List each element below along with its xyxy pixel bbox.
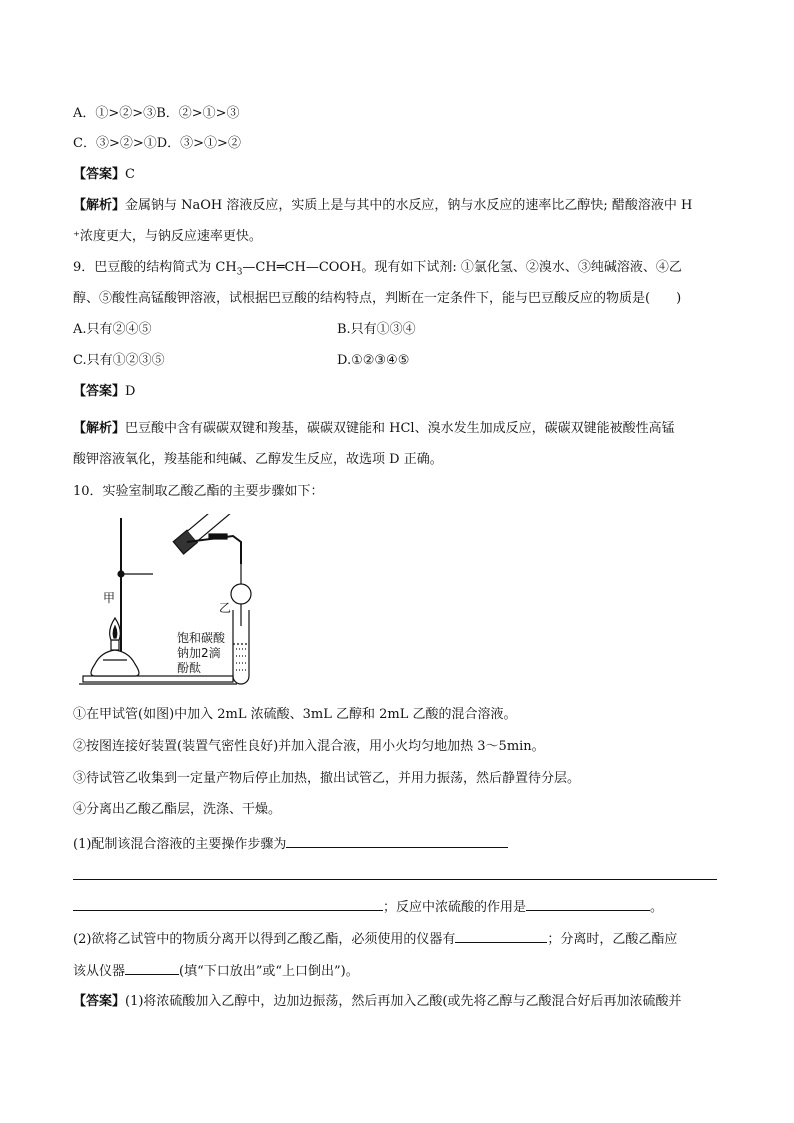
q10-sub2-text-d: (填“下口放出”或“上口倒出”)。 — [179, 964, 359, 979]
q10-sub1-text-a: (1)配制该混合溶液的主要操作步骤为 — [73, 837, 287, 852]
label-yi: 乙 — [219, 601, 232, 615]
q10-step-1: ①在甲试管(如图)中加入 2mL 浓硫酸、3mL 乙醇和 2mL 乙酸的混合溶液。 — [73, 707, 517, 722]
q10-step-2: ②按图连接好装置(装置气密性良好)并加入混合液，用小火均匀地加热 3～5min。 — [73, 739, 545, 754]
answer-blank-1a[interactable] — [286, 833, 508, 848]
q8-option-b[interactable]: B．②>①>③ — [156, 106, 240, 121]
answer-blank-sulfuric-role[interactable] — [526, 896, 650, 911]
answer-blank-separation[interactable] — [125, 960, 179, 975]
q9-analysis-line-1 — [73, 419, 675, 439]
answer-label: 【答案】 — [73, 994, 126, 1009]
q10-step-3: ③待试管乙收集到一定量产物后停止加热，撤出试管乙，并用力振荡，然后静置待分层。 — [73, 771, 581, 786]
figure-note-line-2: 钠加2滴 — [177, 646, 221, 660]
answer-blank-1c[interactable] — [73, 896, 383, 911]
q9-stem-text-b: —CH═CH—COOH。现有如下试剂: ①氯化氢、②溴水、③纯碱溶液、④乙 — [242, 260, 682, 275]
q8-answer — [73, 165, 135, 185]
q8-analysis-line-1 — [73, 196, 692, 216]
q10-step-4: ④分离出乙酸乙酯层，洗涤、干燥。 — [73, 802, 282, 817]
q9-answer-value: D — [125, 384, 136, 399]
answer-blank-instrument[interactable] — [455, 928, 547, 943]
q9-options-row-1 — [73, 320, 152, 340]
q10-sub2-line-1 — [73, 928, 677, 950]
q8-analysis-text-1: 金属钠与 NaOH 溶液反应，实质上是与其中的水反应，钠与水反应的速率比乙醇快; 醋酸溶液中 H — [125, 198, 693, 213]
analysis-label: 【解析】 — [73, 421, 126, 436]
q10-sub1-text-b: ；反应中浓硫酸的作用是 — [383, 900, 527, 915]
q9-analysis-line-2: 酸钾溶液氧化，羧基能和纯碱、乙醇发生反应，故选项 D 正确。 — [73, 452, 443, 467]
q9-answer — [73, 382, 135, 402]
q9-analysis-text-1: 巴豆酸中含有碳碳双键和羧基，碳碳双键能和 HCl、溴水发生加成反应，碳碳双键能被酸性高锰 — [125, 421, 675, 436]
q10-sub2-text-a: (2)欲将乙试管中的物质分离开以得到乙酸乙酯，必须使用的仪器有 — [73, 932, 456, 947]
q10-sub2-line-2 — [73, 960, 359, 982]
q8-options-row-2 — [73, 134, 241, 154]
q10-sub2-text-b: ；分离时，乙酸乙酯应 — [547, 932, 678, 947]
q9-option-b[interactable]: B.只有①③④ — [337, 322, 416, 337]
q9-option-d[interactable]: D.①②③④⑤ — [337, 353, 410, 368]
q8-answer-value: C — [125, 167, 135, 182]
q10-sub1-line-3 — [73, 896, 663, 918]
label-jia: 甲 — [103, 591, 116, 605]
figure-note-line-3: 酚酞 — [177, 661, 202, 675]
q8-option-a[interactable]: A．①>②>③ — [73, 106, 157, 121]
q8-option-d[interactable]: D．③>①>② — [156, 136, 241, 151]
figure-note-line-1: 饱和碳酸 — [177, 631, 226, 645]
analysis-label: 【解析】 — [73, 198, 126, 213]
q10-answer — [73, 992, 682, 1012]
apparatus-figure — [73, 514, 273, 690]
q9-stem-line-1 — [73, 258, 682, 283]
q9-option-a[interactable]: A.只有②④⑤ — [73, 322, 152, 337]
q9-option-c[interactable]: C.只有①②③⑤ — [73, 353, 165, 368]
q10-answer-text: (1)将浓硫酸加入乙醇中，边加边振荡，然后再加入乙酸(或先将乙醇与乙酸混合好后再加浓硫酸并 — [125, 994, 682, 1009]
q9-stem-text-a: 9．巴豆酸的结构简式为 CH — [73, 260, 237, 275]
q10-sub1-line-1 — [73, 833, 508, 855]
q8-options-row-1 — [73, 104, 240, 124]
answer-label: 【答案】 — [73, 384, 126, 399]
q8-option-c[interactable]: C．③>②>① — [73, 136, 157, 151]
q10-stem: 10．实验室制取乙酸乙酯的主要步骤如下： — [73, 484, 324, 499]
q9-options-row-2 — [73, 351, 165, 371]
q10-sub2-text-c: 该从仪器 — [73, 964, 126, 979]
q9-stem-line-2: 醇、⑤酸性高锰酸钾溶液，试根据巴豆酸的结构特点，判断在一定条件下，能与巴豆酸反应的物质是( ) — [73, 291, 682, 306]
q9-stem-subscript: 3 — [236, 267, 243, 278]
q8-analysis-line-2: ⁺浓度更大，与钠反应速率更快。 — [73, 229, 262, 244]
answer-label: 【答案】 — [73, 167, 126, 182]
answer-blank-1b[interactable] — [73, 879, 717, 880]
q10-sub1-text-c: 。 — [650, 900, 664, 915]
